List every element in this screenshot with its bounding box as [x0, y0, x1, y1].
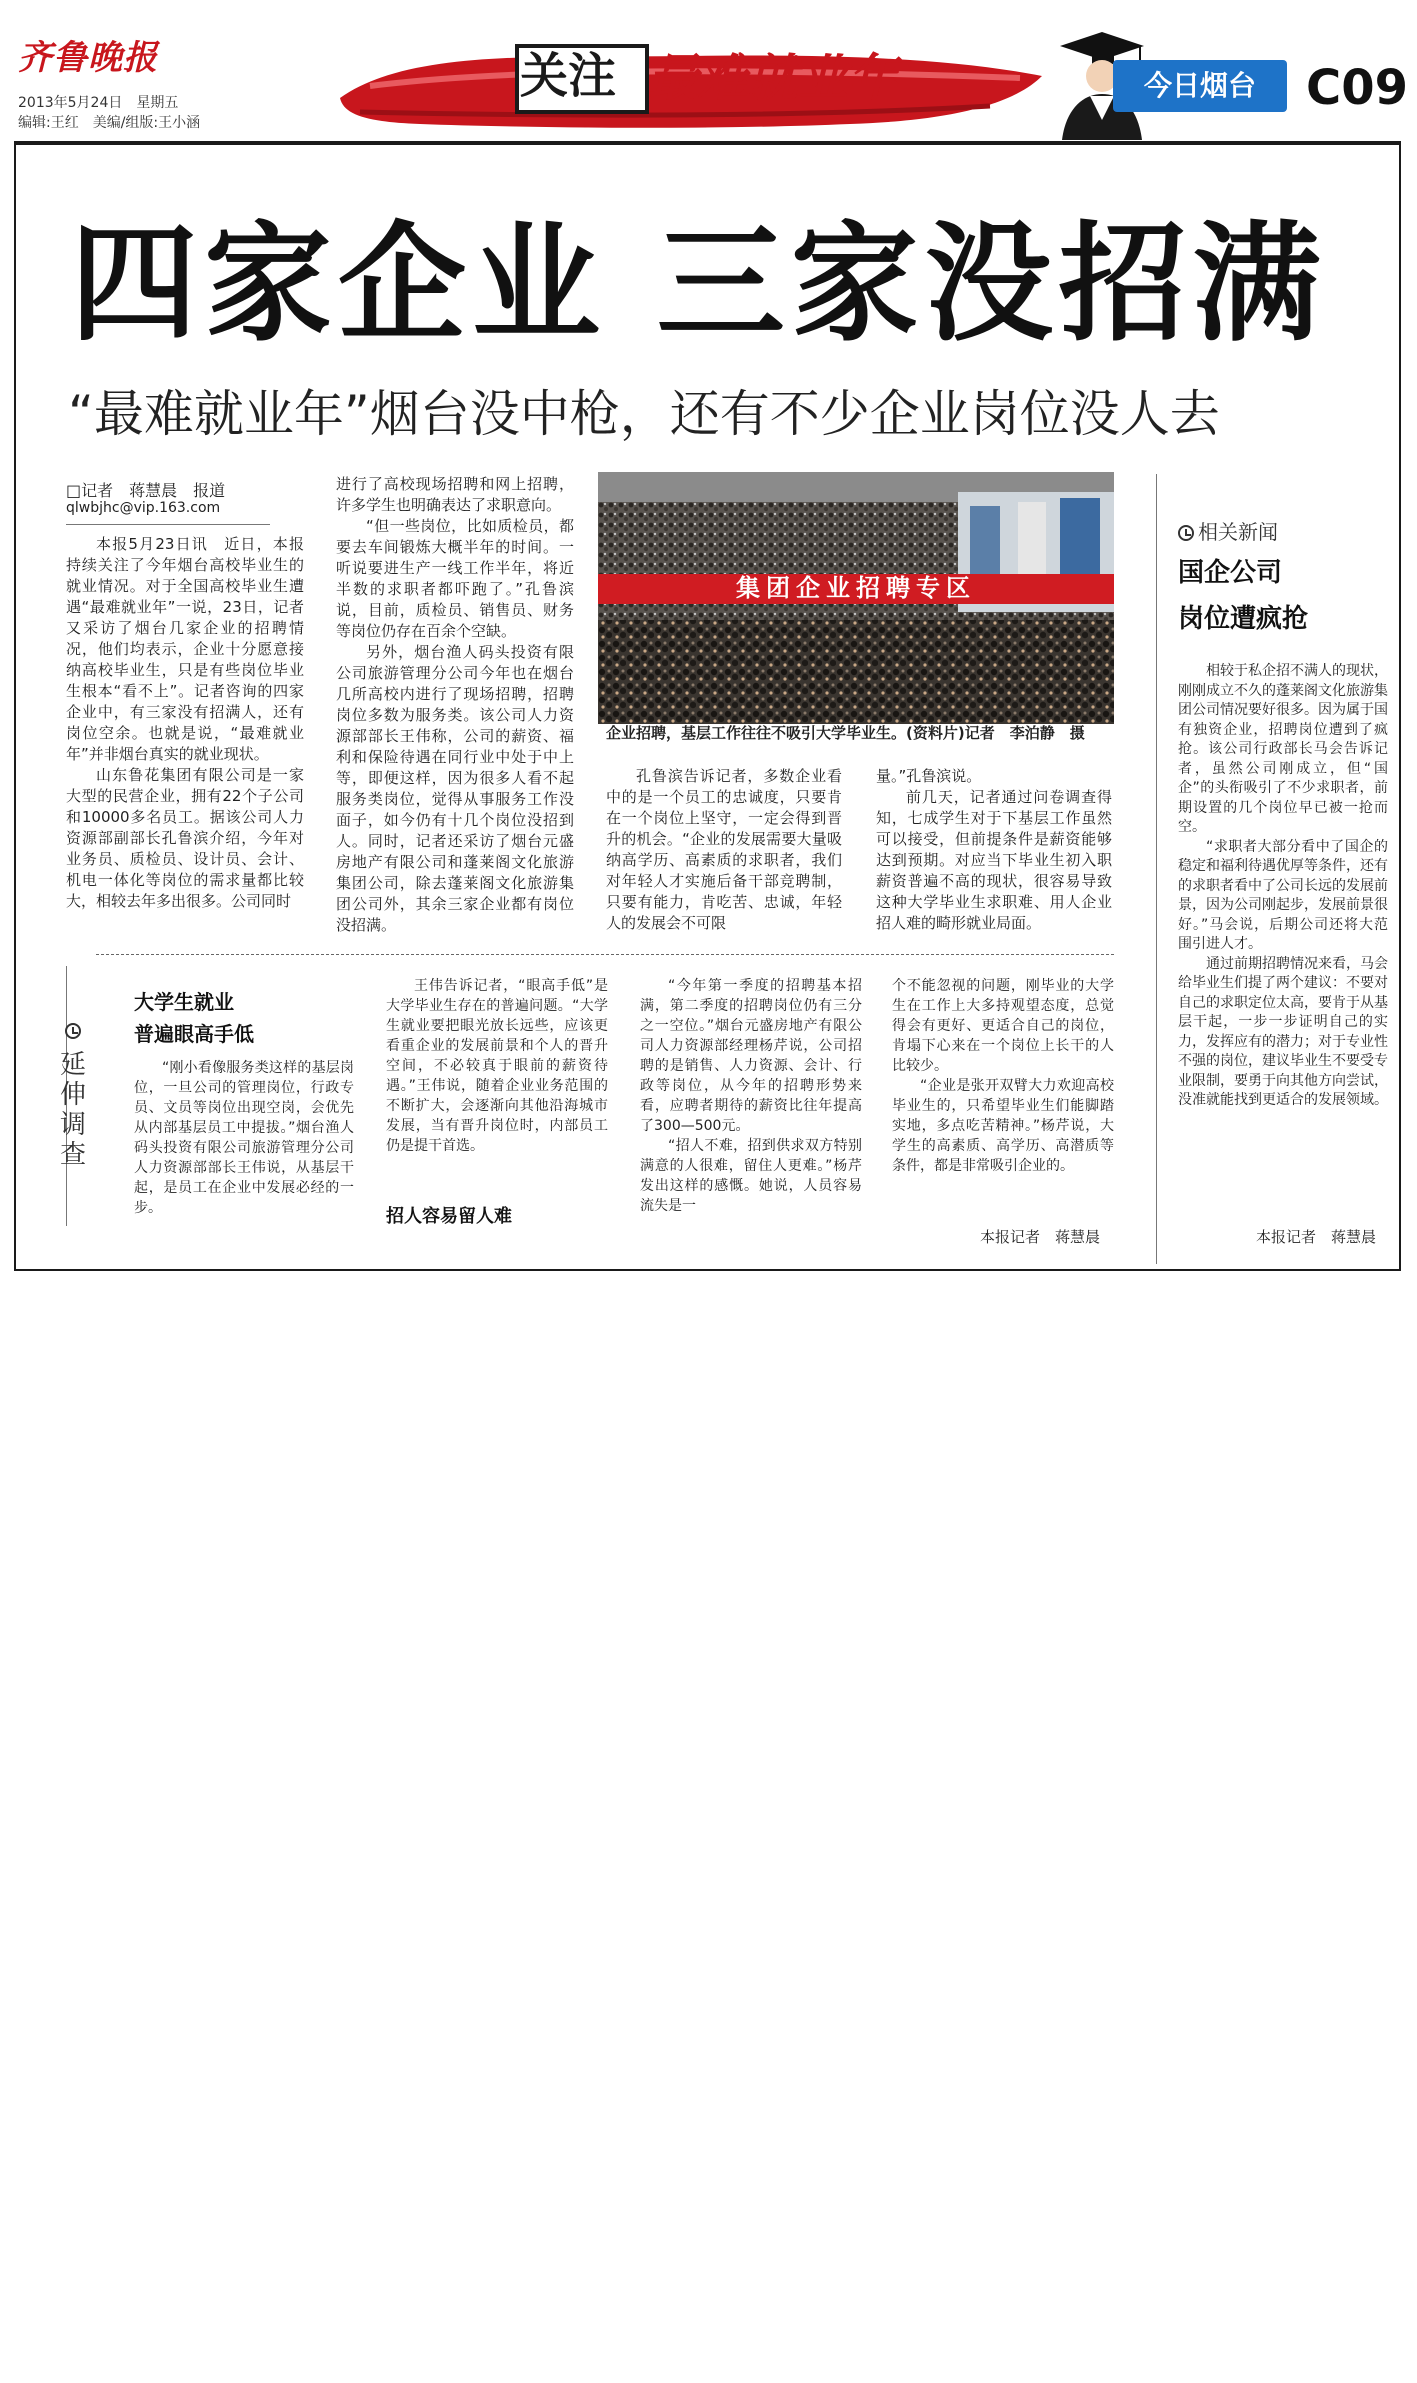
issue-date: 2013年5月24日 星期五 [18, 95, 179, 111]
extension-column-2 [386, 976, 608, 1156]
clock-icon [1178, 525, 1194, 541]
extension-title-line-1: 大学生就业 [134, 990, 234, 1014]
extension-label-text: 延伸调查 [59, 1050, 86, 1170]
page-number: C09 [1306, 60, 1409, 116]
body-paragraph: 通过前期招聘情况来看，马会给毕业生们提了两个建议：不要对自己的求职定位太高，要肯于从基层干起，一步一步证明自己的实力，发挥应有的潜力；对于专业性不强的岗位，建议毕业生不要受专业限制，要勇于向其他方向尝试，没准就能找到更适合的发展领域。 [1178, 955, 1388, 1108]
body-paragraph: 另外，烟台渔人码头投资有限公司旅游管理分公司今年也在烟台几所高校内进行了现场招聘，招聘岗位多数为服务类。该公司人力资源部部长王伟称，公司的薪资、福利和保险待遇在同行业中处于中上等，即便这样，因为很多人看不起服务类岗位，觉得从事服务工作没面子，如今仍有十几个岗位没招到人。同时，记者还采访了烟台元盛房地产有限公司和蓬莱阁文化旅游集团公司，除去蓬莱阁文化旅游集团公司外，其余三家企业都有岗位没招满。 [336, 643, 574, 934]
body-paragraph: 本报5月23日讯 近日，本报持续关注了今年烟台高校毕业生的就业情况。对于全国高校毕业生遭遇“最难就业年”一说，23日，记者又采访了烟台几家企业的招聘情况，他们均表示，企业十分愿意接纳高校毕业生，只是有些岗位毕业生根本“看不上”。记者咨询的四家企业中，有三家没有招满人，还有岗位空余。也就是说，“最难就业年”并非烟台真实的就业现状。 [66, 535, 304, 763]
headline: 四家企业 三家没招满 [70, 210, 1327, 359]
related-news-label [1178, 516, 1278, 545]
reporter-email: qlwbjhc@vip.163.com [66, 500, 221, 516]
extension-column-1 [134, 1058, 354, 1218]
clock-icon [65, 1023, 81, 1039]
section-tab-today-yantai[interactable]: 今日烟台 [1113, 60, 1287, 112]
body-column-3 [606, 766, 842, 934]
byline-rule [66, 524, 270, 525]
body-column-4 [876, 766, 1112, 934]
body-paragraph: “刚小看像服务类这样的基层岗位，一旦公司的管理岗位，行政专员、文员等岗位出现空岗，会优先从内部基层员工中提拔。”烟台渔人码头投资有限公司旅游管理分公司人力资源部部长王伟说，从基层干起，是员工在企业中发展必经的一步。 [134, 1060, 354, 1216]
section-divider [96, 954, 1114, 955]
body-paragraph: 进行了高校现场招聘和网上招聘，许多学生也明确表达了求职意向。 [336, 475, 574, 514]
extension-title-line-2: 普遍眼高手低 [134, 1022, 254, 1046]
body-paragraph: 个不能忽视的问题，刚毕业的大学生在工作上大多持观望态度，总觉得会有更好、更适合自己的岗位，肯塌下心来在一个岗位上长干的人比较少。 [892, 978, 1114, 1074]
sidebar-divider [1156, 474, 1157, 1264]
extension-column-3 [640, 976, 862, 1216]
extension-subtitle-2: 招人容易留人难 [386, 1206, 512, 1227]
masthead-logo: 齐鲁晚报 [18, 38, 158, 78]
editor-credits: 编辑:王红 美编/组版:王小涵 [18, 115, 201, 131]
related-news-label-text: 相关新闻 [1198, 520, 1278, 544]
body-paragraph: “今年第一季度的招聘基本招满，第二季度的招聘岗位仍有三分之一空位。”烟台元盛房地产有限公司人力资源部经理杨芹说，公司招聘的是销售、人力资源、会计、行政等岗位，从今年的招聘形势来看，应聘者期待的薪资比往年提高了300—500元。 [640, 978, 862, 1134]
related-title-line-1: 国企公司 [1178, 558, 1283, 588]
banner-focus-label: 关注 [520, 48, 617, 104]
body-paragraph: “企业是张开双臂大力欢迎高校毕业生的，只希望毕业生们能脚踏实地，多点吃苦精神。”杨芹说，大学生的高素质、高学历、高潜质等条件，都是非常吸引企业的。 [892, 1078, 1114, 1174]
photo-caption: 企业招聘，基层工作往往不吸引大学毕业生。(资料片)记者 李泊静 摄 [606, 724, 1085, 742]
photo-banner-text: 集团企业招聘专区 [736, 574, 976, 602]
related-signature: 本报记者 蒋慧晨 [1256, 1228, 1377, 1246]
body-paragraph: 王伟告诉记者，“眼高手低”是大学毕业生存在的普遍问题。“大学生就业要把眼光放长远些，应该更看重企业的发展前景和个人的晋升空间，不必较真于眼前的薪资待遇。”王伟说，随着企业业务范围的不断扩大，会逐渐向其他沿海城市发展，当有晋升岗位时，内部员工仍是提干首选。 [386, 978, 608, 1154]
extension-label [58, 1020, 88, 1170]
banner-theme-label: 最难就业年 [648, 48, 898, 107]
body-paragraph: “求职者大部分看中了国企的稳定和福利待遇优厚等条件，还有的求职者看中了公司长远的发展前景，因为公司刚起步，发展前景很好。”马会说，后期公司还将大范围引进人才。 [1178, 838, 1388, 952]
extension-column-4 [892, 976, 1114, 1176]
related-body [1178, 662, 1388, 1111]
subheadline: “最难就业年”烟台没中枪，还有不少企业岗位没人去 [68, 385, 1220, 443]
extension-signature: 本报记者 蒋慧晨 [980, 1228, 1101, 1246]
body-paragraph: 孔鲁滨告诉记者，多数企业看中的是一个员工的忠诚度，只要肯在一个岗位上坚守，一定会得到晋升的机会。“企业的发展需要大量吸纳高学历、高素质的求职者，我们对年轻人才实施后备干部竞聘制，只要有能力，肯吃苦、忠诚，年轻人的发展会不可限 [606, 767, 842, 932]
body-paragraph: “招人不难，招到供求双方特别满意的人很难，留住人更难。”杨芹发出这样的感慨。她说，人员容易流失是一 [640, 1138, 862, 1214]
job-fair-photo [598, 472, 1114, 724]
body-paragraph: 山东鲁花集团有限公司是一家大型的民营企业，拥有22个子公司和10000多名员工。据该公司人力资源部副部长孔鲁滨介绍，今年对业务员、质检员、设计员、会计、机电一体化等岗位的需求量都比较大，相较去年多出很多。公司同时 [66, 766, 304, 910]
body-paragraph: 量。”孔鲁滨说。 [876, 767, 982, 785]
body-column-1 [66, 534, 304, 912]
body-paragraph: “但一些岗位，比如质检员，都要去车间锻炼大概半年的时间。一听说要进生产一线工作半年，将近半数的求职者都吓跑了。”孔鲁滨说，目前，质检员、销售员、财务等岗位仍存在百余个空缺。 [336, 517, 574, 640]
body-paragraph: 相较于私企招不满人的现状，刚刚成立不久的蓬莱阁文化旅游集团公司情况要好很多。因为属于国有独资企业，招聘岗位遭到了疯抢。该公司行政部长马会告诉记者，虽然公司刚成立，但“国企”的头衔吸引了不少求职者，前期设置的几个岗位早已被一抢而空。 [1178, 663, 1388, 835]
body-paragraph: 前几天，记者通过问卷调查得知，七成学生对于下基层工作虽然可以接受，但前提条件是薪资能够达到预期。对应当下毕业生初入职薪资普遍不高的现状，很容易导致这种大学毕业生求职难、用人企业招人难的畸形就业局面。 [876, 788, 1112, 932]
related-title-line-2: 岗位遭疯抢 [1178, 604, 1309, 634]
byline: □记者 蒋慧晨 报道 [66, 481, 226, 500]
body-column-2 [336, 474, 574, 936]
